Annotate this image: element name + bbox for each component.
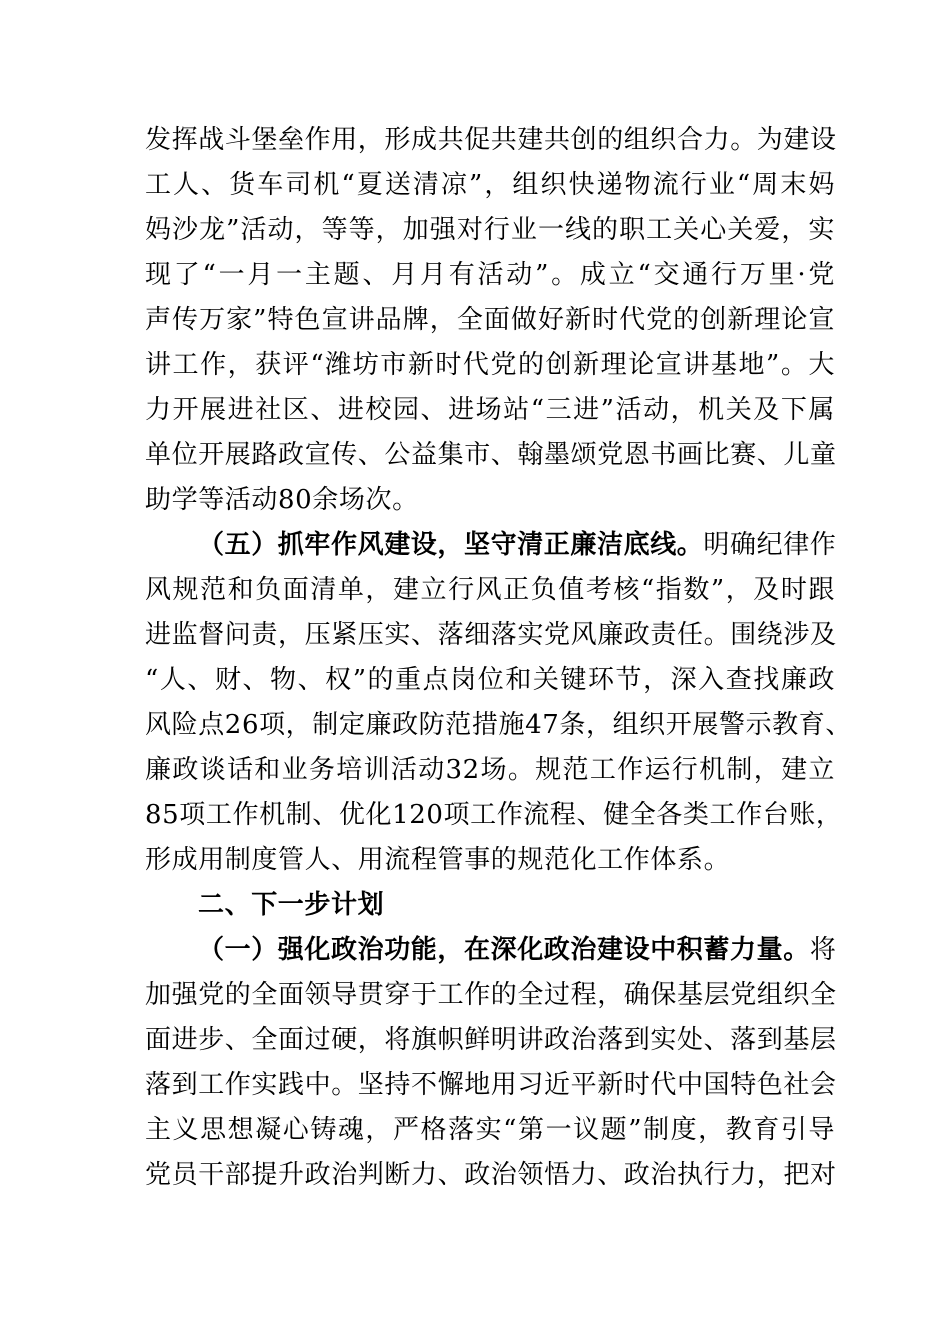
paragraph-line: 加强党的全面领导贯穿于工作的全过程，确保基层党组织全 (145, 980, 837, 1010)
paragraph-line: 声传万家”特色宣讲品牌，全面做好新时代党的创新理论宣 (145, 305, 835, 335)
paragraph-text: 明确纪律作 (703, 530, 837, 560)
paragraph-line: “人、财、物、权”的重点岗位和关键环节，深入查找廉政 (145, 665, 835, 695)
paragraph-line: 85项工作机制、优化120项工作流程、健全各类工作台账， (145, 800, 843, 830)
paragraph-lead: （一）强化政治功能，在深化政治建设中积蓄力量。 (198, 935, 810, 965)
paragraph-line: 讲工作，获评“潍坊市新时代党的创新理论宣讲基地”。大 (145, 350, 835, 380)
paragraph-line: 形成用制度管人、用流程管事的规范化工作体系。 (145, 845, 731, 875)
paragraph-line: 工人、货车司机“夏送清凉”，组织快递物流行业“周末妈 (145, 170, 835, 200)
paragraph-lead: （五）抓牢作风建设，坚守清正廉洁底线。 (198, 530, 704, 560)
paragraph-line: 发挥战斗堡垒作用，形成共促共建共创的组织合力。为建设 (145, 125, 837, 155)
paragraph-line: 力开展进社区、进校园、进场站“三进”活动，机关及下属 (145, 395, 835, 425)
paragraph-1 (145, 118, 835, 523)
paragraph-line: 单位开展路政宣传、公益集市、翰墨颂党恩书画比赛、儿童 (145, 440, 837, 470)
paragraph-2 (145, 523, 852, 883)
paragraph-3 (145, 928, 835, 1198)
paragraph-line: 风险点26项，制定廉政防范措施47条，组织开展警示教育、 (145, 710, 852, 740)
paragraph-line: 主义思想凝心铸魂，严格落实“第一议题”制度，教育引导 (145, 1115, 835, 1145)
paragraph-first-line (145, 928, 835, 973)
paragraph-first-line (145, 523, 835, 568)
paragraph-line: 进监督问责，压紧压实、落细落实党风廉政责任。围绕涉及 (145, 620, 837, 650)
paragraph-text: 将 (809, 935, 837, 965)
paragraph-line: 党员干部提升政治判断力、政治领悟力、政治执行力，把对 (145, 1160, 837, 1190)
paragraph-line: 现了“一月一主题、月月有活动”。成立“交通行万里·党 (145, 260, 835, 290)
document-page (145, 118, 852, 1198)
paragraph-line: 落到工作实践中。坚持不懈地用习近平新时代中国特色社会 (145, 1070, 837, 1100)
paragraph-line: 助学等活动80余场次。 (145, 485, 419, 515)
paragraph-line: 风规范和负面清单，建立行风正负值考核“指数”，及时跟 (145, 575, 835, 605)
paragraph-line: 妈沙龙”活动，等等，加强对行业一线的职工关心关爱，实 (145, 215, 835, 245)
section-heading: 二、下一步计划 (198, 890, 385, 920)
paragraph-line: 廉政谈话和业务培训活动32场。规范工作运行机制，建立 (145, 755, 835, 785)
paragraph-line: 面进步、全面过硬，将旗帜鲜明讲政治落到实处、落到基层 (145, 1025, 837, 1055)
